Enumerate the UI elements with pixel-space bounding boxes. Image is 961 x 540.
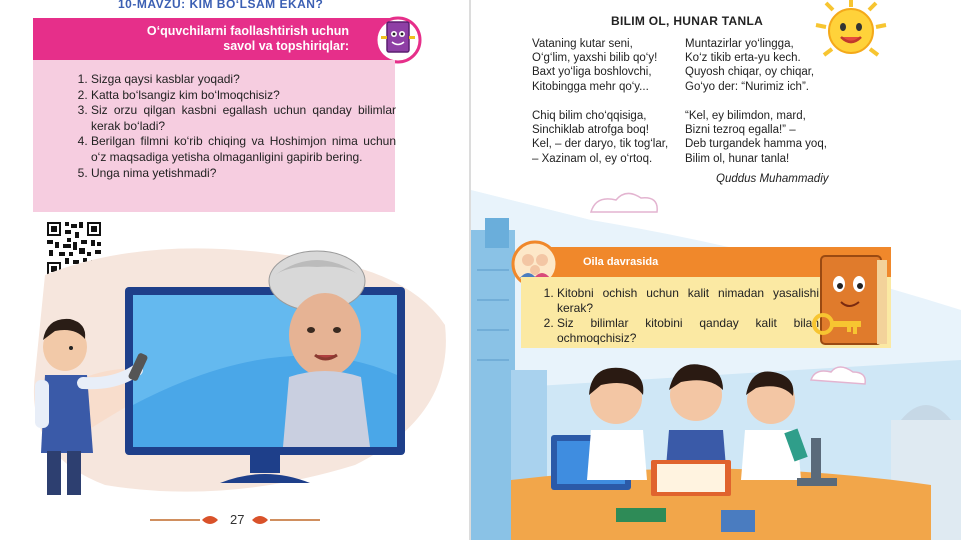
poem-line: “Kel, ey bilimdon, mard, [685,110,806,122]
poem-line: Kitobingga mehr qo‘y... [532,80,649,93]
page-ornament-icon [150,510,320,530]
sun-icon [806,0,896,75]
poem-line: Bilim ol, hunar tanla! [685,152,790,165]
poem-line: Sinchiklab atrofga boq! [532,124,649,137]
poem-line: Vataning kutar seni, [532,38,633,50]
activation-header [33,18,395,60]
family-question-item: 1. Kitobni ochish uchun kalit nimadan yasalishi kerak? [557,286,819,316]
poem-line: Quyosh chiqar, oy chiqar, [685,66,815,79]
poem-author: Quddus Muhammadiy [716,173,829,185]
poem-line: Baxt yo‘liga boshlovchi, [532,66,652,79]
poem-title: BILIM OL, HUNAR TANLA [611,14,764,28]
family-header: Oila davrasida [583,256,659,268]
question-item: 2. Katta bo‘lsangiz kim bo‘lmoqchisiz? [91,88,396,104]
header-line-1: O‘quvchilarni faollashtirish uchun [146,24,349,38]
book-key-icon [807,250,897,360]
poem-line: Muntazirlar yo‘lingga, [685,38,794,50]
tv-illustration [25,235,455,505]
lesson-title: 10-MAVZU: KIM BO‘LSAM EKAN? [118,0,324,11]
left-page [0,0,470,540]
poem-line: – Xazinam ol, ey o‘rtoq. [532,152,653,165]
stanza-2-right [685,109,827,166]
question-list [75,72,396,181]
stanza-1-right [685,37,814,94]
header-line-2: savol va topshiriqlar: [223,39,349,53]
poem-line: Kel, – der daryo, tik tog‘lar, [532,138,669,151]
poem-line: Bizni tezroq egalla!” – [685,124,796,137]
page-number: 27 [230,512,245,527]
poem-line: Go‘yo der: “Nurimiz ich”. [685,80,809,93]
question-item: 5. Unga nima yetishmadi? [91,166,396,182]
stanza-1-left [532,37,657,94]
poem-line: Deb turgandek hamma yoq, [685,138,827,151]
poem-line: O‘g‘lim, yaxshi bilib qo‘y! [532,52,658,65]
question-item: 1. Sizga qaysi kasblar yoqadi? [91,72,396,88]
poem-line: Chiq bilim cho‘qqisiga, [532,110,647,122]
book-emblem-icon [372,10,424,66]
question-item: 4. Berilgan filmni ko‘rib chiqing va Hoshimjon nima uchun o‘z maqsadiga yetisha olmaganligini gapirib bering. [91,134,396,165]
family-question-list [541,286,819,346]
right-page [471,0,961,540]
family-question-item: 2. Siz bilimlar kitobini qanday kalit bilan ochmoqchisiz? [557,316,819,346]
question-item: 3. Siz orzu qilgan kasbni egallash uchun qanday bilimlar kerak bo‘ladi? [91,103,396,134]
poem-line: Ko‘z tikib erta-yu kech. [685,52,801,65]
stanza-2-left [532,109,668,166]
